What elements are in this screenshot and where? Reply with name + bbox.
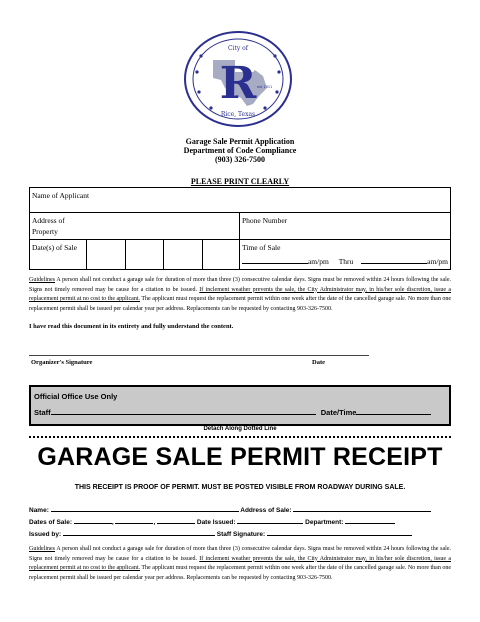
department-name: Department of Code Compliance	[183, 146, 297, 155]
date-field-1[interactable]	[87, 240, 126, 270]
thru-label: Thru	[338, 257, 354, 266]
receipt-date-field-2[interactable]	[115, 523, 153, 524]
organizer-signature-label: Organizer's Signature	[31, 359, 93, 366]
address-label: Address of Property	[32, 216, 65, 236]
receipt-guidelines-label: Guidelines	[29, 546, 55, 552]
receipt-date-issued-label: Date Issued:	[196, 519, 236, 526]
receipt-subtitle: THIS RECEIPT IS PROOF OF PERMIT. MUST BE POSTED VISIBLE FROM ROADWAY DURING SALE.	[74, 484, 406, 491]
receipt-department-field[interactable]	[345, 523, 395, 524]
receipt-date-issued-field[interactable]	[237, 523, 303, 524]
department-phone: (903) 326-7500	[215, 155, 265, 164]
date-field-3[interactable]	[164, 240, 203, 270]
dates-label-cell	[30, 240, 87, 270]
guidelines-label: Guidelines	[29, 277, 55, 283]
signature-date-label: Date	[312, 359, 325, 366]
acknowledgement-text: I have read this document in its entirety and fully understand the content.	[29, 323, 234, 330]
receipt-staff-signature-label: Staff Signature:	[216, 531, 266, 538]
detach-instruction: Detach Along Dotted Line	[203, 426, 277, 432]
receipt-guidelines-text-1: A person shall not conduct a garage sale for duration of more than three (3) consecutive calendar days. Signs must be removed within 24 hours following the sale. Signs not timely removed may be cause for a citation to be issued.	[29, 546, 451, 562]
date-field-2[interactable]	[125, 240, 164, 270]
receipt-guidelines-paragraph	[29, 545, 451, 583]
office-datetime-field[interactable]	[356, 414, 431, 415]
guidelines-text-1: A person shall not conduct a garage sale for duration of more than three (3) consecutive calendar days. Signs must be removed within 24 hours following the sale. Signs not timely removed may be cause for a citation to be issued.	[29, 277, 451, 293]
receipt-guidelines-underlined: If inclement weather prevents the sale, the City Administrator may, in his/her sole discretion, issue a replacement permit at no cost to the applicant.	[29, 555, 451, 571]
signature-line[interactable]	[29, 355, 369, 356]
phone-label: Phone Number	[241, 216, 288, 225]
seal-est-text: est 1911	[257, 85, 273, 89]
name-label: Name of Applicant	[32, 191, 90, 200]
receipt-issued-by-label: Issued by:	[29, 531, 62, 538]
receipt-guidelines-text-2: The applicant must request the replacement permit within one week after the date of the cancelled garage sale. No more than one replacement permit shall be issued per calendar year per address. Replacements can be requested by contacting 903-326-7500.	[29, 565, 451, 581]
receipt-row-2: Dates of Sale: , , Date Issued: Department:	[29, 517, 451, 528]
office-use-box	[29, 385, 451, 426]
date-field-4[interactable]	[202, 240, 239, 270]
receipt-issued-by-field[interactable]	[63, 535, 215, 536]
application-form	[29, 187, 451, 270]
receipt-staff-signature-field[interactable]	[267, 535, 412, 536]
receipt-address-label: Address of Sale:	[240, 507, 292, 514]
receipt-row-3	[29, 529, 451, 540]
receipt-date-field-1[interactable]	[74, 523, 112, 524]
staff-field[interactable]	[51, 414, 316, 415]
seal-top-text: City of	[227, 45, 249, 52]
time-from-suffix: am/pm	[307, 257, 329, 266]
receipt-title: GARAGE SALE PERMIT RECEIPT	[37, 443, 443, 471]
time-from-line[interactable]	[242, 263, 308, 264]
dates-label: Date(s) of Sale	[32, 243, 77, 252]
phone-number-field[interactable]	[239, 213, 450, 240]
applicant-name-field[interactable]	[30, 188, 451, 213]
seal-bottom-text: Rice, Texas	[220, 111, 256, 118]
guidelines-text-2: The applicant must request the replacement permit within one week after the date of the cancelled garage sale. No more than one replacement permit shall be issued per calendar year per address. Replacements can be requested by contacting 903-326-7500.	[29, 296, 451, 312]
guidelines-paragraph	[29, 276, 451, 314]
time-to-suffix: am/pm	[427, 257, 448, 266]
receipt-department-label: Department:	[305, 519, 344, 526]
time-label: Time of Sale	[241, 243, 281, 252]
time-to-line[interactable]	[361, 263, 427, 264]
seal-letter: R	[219, 58, 257, 109]
receipt-name-field[interactable]	[51, 511, 239, 512]
receipt-address-field[interactable]	[293, 511, 431, 512]
guidelines-underlined: If inclement weather prevents the sale, the City Administrator may, in his/her sole discretion, issue a replacement permit at no cost to the applicant.	[29, 286, 451, 302]
property-address-field[interactable]	[30, 213, 240, 240]
receipt-row-1	[29, 505, 451, 516]
receipt-date-field-3[interactable]	[157, 523, 195, 524]
time-of-sale-field[interactable]	[239, 240, 450, 270]
print-notice: PLEASE PRINT CLEARLY	[190, 177, 290, 186]
form-title: Garage Sale Permit Application	[185, 137, 295, 146]
receipt-dates-label: Dates of Sale:	[29, 519, 72, 526]
office-use-title: Official Office Use Only	[34, 392, 118, 401]
staff-label: Staff	[34, 408, 51, 417]
city-seal-logo	[183, 30, 293, 128]
receipt-name-label: Name:	[29, 507, 49, 514]
detach-dotted-line	[29, 436, 451, 438]
office-datetime-label: Date/Time	[320, 408, 357, 417]
